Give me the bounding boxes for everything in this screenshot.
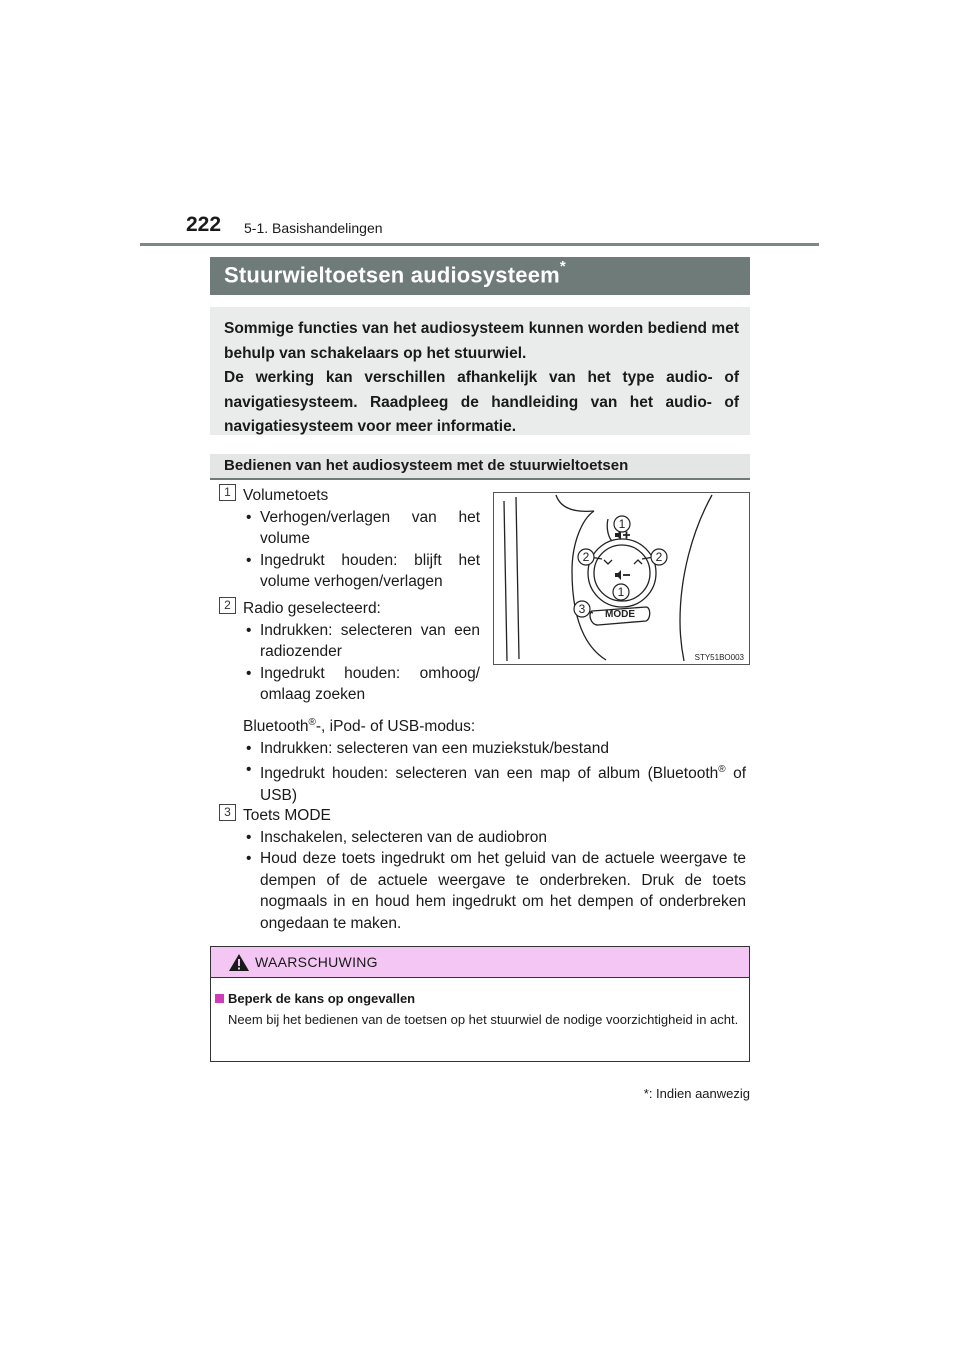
footnote-marker: *	[643, 1086, 649, 1101]
item-heading: Radio geselecteerd:	[243, 600, 381, 617]
list-item: • Indrukken: selecteren van een muziekstuk/bestand	[243, 738, 746, 760]
callout-label: 2	[655, 550, 663, 564]
item-mode	[243, 805, 746, 934]
warning-box	[210, 946, 750, 1062]
section-subheading: Bedienen van het audiosysteem met de stuurwieltoetsen	[210, 454, 750, 480]
list-item: • Verhogen/verlagen van het volume	[243, 507, 480, 550]
heading-text: Bluetooth	[243, 718, 309, 736]
wheel-rim-line	[680, 495, 712, 661]
mode-button-label: MODE	[605, 609, 635, 620]
callout-label: 1	[617, 585, 625, 599]
section-label: 5-1. Basishandelingen	[244, 220, 383, 236]
list-item	[243, 759, 746, 806]
callout-label: 2	[582, 550, 590, 564]
wheel-spoke-outline	[556, 495, 594, 511]
callout-line	[607, 519, 612, 541]
bullet-list	[243, 738, 746, 807]
bullet-list	[243, 507, 480, 593]
warning-triangle-icon	[228, 953, 250, 972]
list-item-text: of USB)	[260, 765, 746, 804]
item-number-badge: 2	[219, 597, 236, 614]
list-item: • Houd deze toets ingedrukt om het geluid van de actuele weergave te dempen of de actuele weergave te onderbreken. Druk de toets nogmaals in en houd hem ingedrukt om het dempen of onderbreken ongedaan te maken.	[243, 848, 746, 934]
volume-down-icon[interactable]	[615, 570, 630, 580]
switch-panel-outline	[572, 511, 606, 660]
item-number-badge: 3	[219, 804, 236, 821]
steering-switch-drawing	[494, 493, 749, 664]
availability-marker: *	[559, 258, 566, 275]
list-item: • Ingedrukt houden: omhoog/ omlaag zoeken	[243, 663, 480, 706]
list-item: • Ingedrukt houden: blijft het volume verhogen/verlagen	[243, 550, 480, 593]
item-number-badge: 1	[219, 484, 236, 501]
callout-label: 1	[618, 517, 626, 531]
wheel-edge-line	[516, 497, 519, 659]
warning-title: WAARSCHUWING	[255, 954, 378, 970]
item-heading	[243, 712, 746, 738]
figure-code: STY51BO003	[694, 653, 744, 662]
callout-label: 3	[578, 602, 586, 616]
item-heading: Toets MODE	[243, 807, 331, 824]
intro-box	[210, 307, 750, 435]
bullet-list	[243, 620, 480, 706]
intro-paragraph-1: Sommige functies van het audiosysteem kunnen worden bediend met behulp van schakelaars op het stuurwiel.	[224, 320, 739, 362]
heading-text: -, iPod- of USB-modus:	[315, 718, 476, 736]
intro-paragraph-2: De werking kan verschillen afhankelijk van het type audio- of navigatiesysteem. Raadpleeg de handleiding van het audio- of navigatiesysteem voor meer informatie.	[224, 369, 739, 435]
square-bullet-icon	[215, 994, 224, 1003]
warning-subheading-text: Beperk de kans op ongevallen	[228, 991, 416, 1006]
item-bluetooth	[243, 712, 746, 806]
item-volume	[243, 485, 480, 593]
warning-text: Neem bij het bedienen van de toetsen op het stuurwiel de nodige voorzichtigheid in acht.	[228, 1012, 739, 1027]
bullet-list	[243, 827, 746, 935]
warning-header	[211, 947, 749, 978]
registered-mark: ®	[308, 717, 316, 728]
footnote	[560, 1086, 750, 1101]
steering-switch-illustration	[493, 492, 750, 665]
chevron-down-icon[interactable]	[604, 560, 612, 564]
chevron-up-icon[interactable]	[634, 560, 642, 564]
page-number: 222	[186, 213, 222, 236]
list-item-text: Ingedrukt houden: selecteren van een map of album (Bluetooth	[260, 765, 719, 783]
warning-subheading	[215, 991, 415, 1006]
wheel-edge-line	[504, 501, 507, 661]
header-divider	[140, 243, 819, 246]
item-heading: Volumetoets	[243, 487, 329, 504]
page-title	[210, 257, 750, 295]
list-item: • Inschakelen, selecteren van de audiobron	[243, 827, 746, 849]
list-item: • Indrukken: selecteren van een radiozender	[243, 620, 480, 663]
page-title-text: Stuurwieltoetsen audiosysteem	[224, 262, 560, 288]
item-radio	[243, 598, 480, 706]
footnote-text: : Indien aanwezig	[648, 1086, 750, 1101]
registered-mark: ®	[718, 764, 726, 776]
